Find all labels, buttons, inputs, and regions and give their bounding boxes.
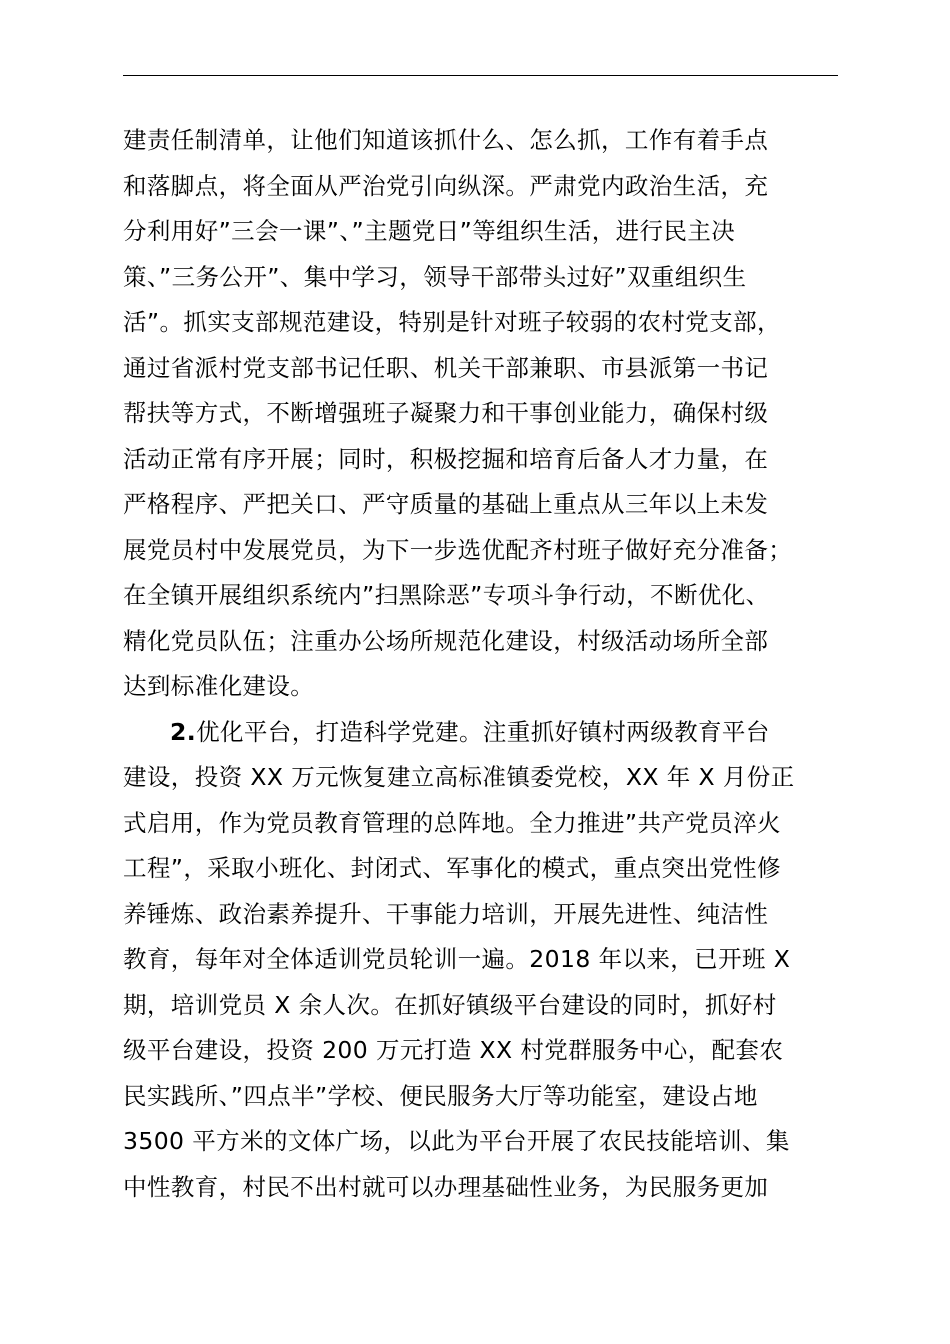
text-line: 活”。抓实支部规范建设，特别是针对班子较弱的农村党支部， <box>123 308 781 336</box>
text-line: 严格程序、严把关口、严守质量的基础上重点从三年以上未发 <box>123 490 769 518</box>
text-line: 中性教育，村民不出村就可以办理基础性业务，为民服务更加 <box>123 1172 769 1201</box>
text-line: 养锤炼、政治素养提升、干事能力培训，开展先进性、纯洁性 <box>123 899 769 928</box>
text-line: 式启用，作为党员教育管理的总阵地。全力推进”共产党员淬火 <box>123 808 781 837</box>
document-body <box>123 118 883 1210</box>
paragraph-1 <box>123 118 883 710</box>
text-line: 达到标准化建设。 <box>123 672 315 700</box>
section-number: 2. <box>170 717 197 746</box>
text-line: 级平台建设，投资 200 万元打造 XX 村党群服务中心，配套农 <box>123 1036 784 1064</box>
section-heading-text: 优化平台，打造科学党建。注重抓好镇村两级教育平台 <box>196 717 770 746</box>
text-line: 教育，每年对全体适训党员轮训一遍。2018 年以来，已开班 X <box>123 945 791 973</box>
text-line: 民实践所、”四点半”学校、便民服务大厅等功能室，建设占地 <box>123 1081 758 1110</box>
text-line: 工程”，采取小班化、封闭式、军事化的模式，重点突出党性修 <box>123 854 781 882</box>
text-line: 建设，投资 XX 万元恢复建立高标准镇委党校，XX 年 X 月份正 <box>123 763 795 791</box>
text-line: 通过省派村党支部书记任职、机关干部兼职、市县派第一书记 <box>123 353 769 382</box>
text-line: 在全镇开展组织系统内”扫黑除恶”专项斗争行动，不断优化、 <box>123 581 770 609</box>
text-line: 3500 平方米的文体广场，以此为平台开展了农民技能培训、集 <box>123 1127 790 1155</box>
paragraph-2 <box>123 710 883 1211</box>
text-line: 期，培训党员 X 余人次。在抓好镇级平台建设的同时，抓好村 <box>123 990 777 1019</box>
text-line: 帮扶等方式，不断增强班子凝聚力和干事创业能力，确保村级 <box>123 399 769 427</box>
text-line: 展党员村中发展党员，为下一步选优配齐村班子做好充分准备； <box>123 535 793 564</box>
text-line: 策、”三务公开”、集中学习，领导干部带头过好”双重组织生 <box>123 262 747 291</box>
text-line: 分利用好”三会一课”、”主题党日”等组织生活，进行民主决 <box>123 217 736 245</box>
text-line: 活动正常有序开展；同时，积极挖掘和培育后备人才力量，在 <box>123 444 769 473</box>
text-line: 建责任制清单，让他们知道该抓什么、怎么抓，工作有着手点 <box>123 126 769 154</box>
header-rule <box>123 75 838 76</box>
text-line: 和落脚点，将全面从严治党引向纵深。严肃党内政治生活，充 <box>123 171 769 200</box>
text-line: 精化党员队伍；注重办公场所规范化建设，村级活动场所全部 <box>123 626 769 655</box>
paragraph-2-first-line <box>123 710 883 756</box>
